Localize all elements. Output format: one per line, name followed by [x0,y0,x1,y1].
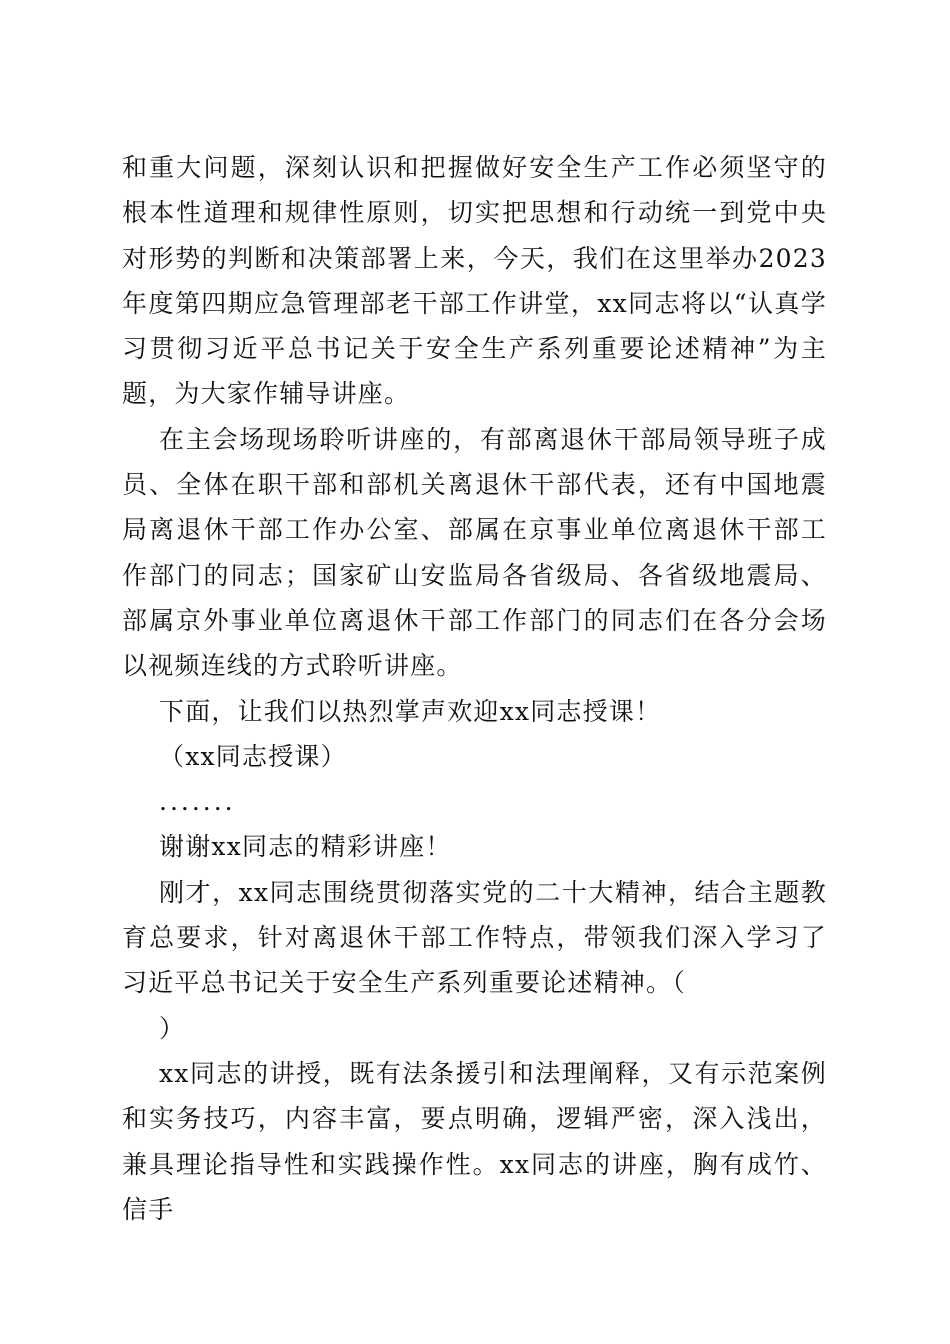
document-body [122,145,827,1232]
paragraph-thanks: 谢谢xx同志的精彩讲座！ [159,832,452,862]
paragraph-summary: 刚才，xx同志围绕贯彻落实党的二十大精神，结合主题教育总要求，针对离退休干部工作特点，带领我们深入学习了习近平总书记关于安全生产系列重要论述精神。（ [122,877,827,998]
paragraph-opening-continuation: 和重大问题，深刻认识和把握做好安全生产工作必须坚守的根本性道理和规律性原则，切实把思想和行动统一到党中央对形势的判断和决策部署上来，今天，我们在这里举办2023年度第四期应急管理部老干部工作讲堂，xx同志将以“认真学习贯彻习近平总书记关于安全生产系列重要论述精神”为主题，为大家作辅导讲座。 [122,153,827,409]
paragraph-closing-bracket: ） [159,1013,186,1043]
paragraph-evaluation: xx同志的讲授，既有法条援引和法理阐释，又有示范案例和实务技巧，内容丰富，要点明确，逻辑严密，深入浅出，兼具理论指导性和实践操作性。xx同志的讲座，胸有成竹、信手 [122,1058,827,1224]
paragraph-attendees: 在主会场现场聆听讲座的，有部离退休干部局领导班子成员、全体在职干部和部机关离退休干部代表，还有中国地震局离退休干部工作办公室、部属在京事业单位离退休干部工作部门的同志；国家矿山安监局各省级局、各省级地震局、部属京外事业单位离退休干部工作部门的同志们在各分会场以视频连线的方式聆听讲座。 [122,424,827,681]
paragraph-welcome: 下面，让我们以热烈掌声欢迎xx同志授课！ [159,696,662,726]
paragraph-lecture-note: （xx同志授课） [159,741,347,771]
paragraph-ellipsis: ....... [159,787,236,817]
